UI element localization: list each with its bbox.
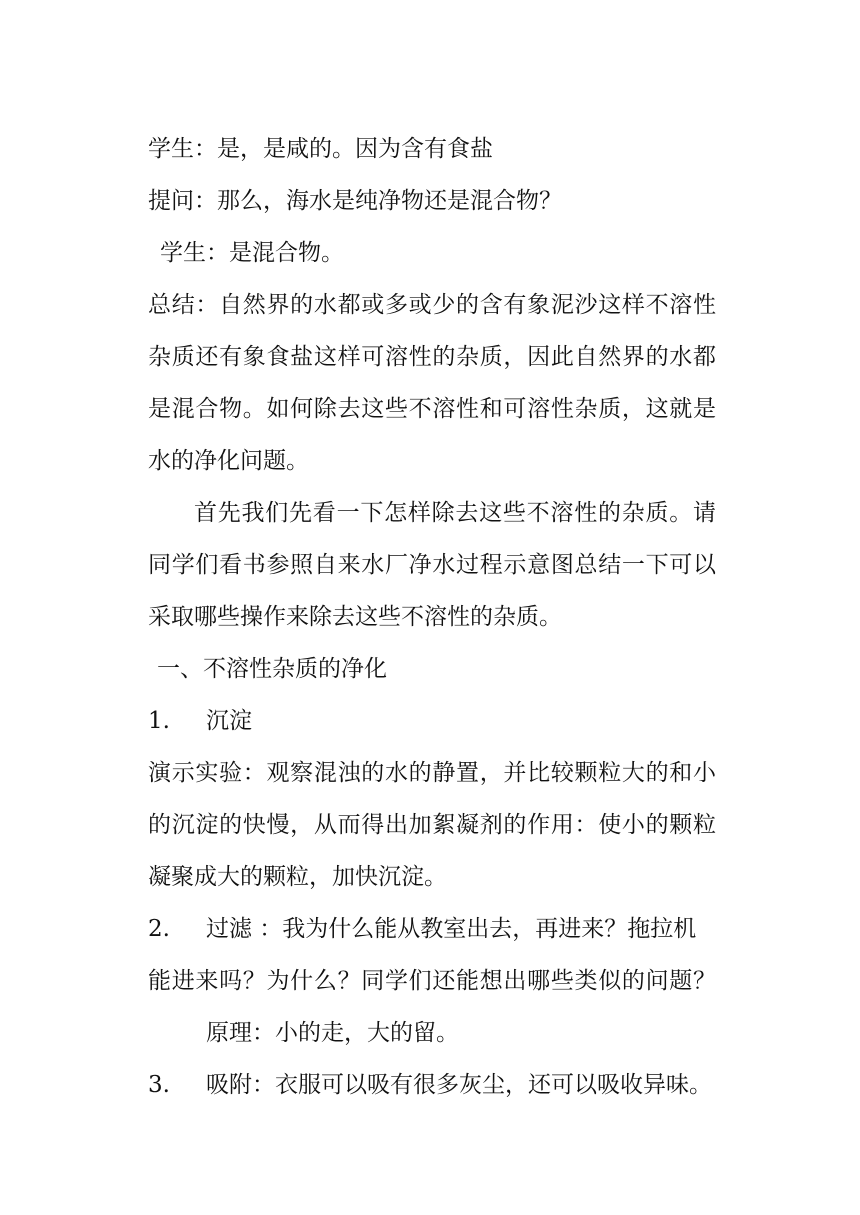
paragraph-line: 提问：那么，海水是纯净物还是混合物？ xyxy=(148,188,562,214)
numbered-item xyxy=(148,903,716,955)
paragraph-line: 能进来吗？为什么？同学们还能想出哪些类似的问题？ xyxy=(148,968,716,994)
paragraph-line: 学生：是混合物。 xyxy=(160,240,344,266)
numbered-item xyxy=(148,1059,716,1111)
item-number: 1. xyxy=(148,708,170,734)
paragraph-line: 总结：自然界的水都或多或少的含有象泥沙这样不溶性 xyxy=(148,292,716,318)
document-body xyxy=(148,123,716,1111)
item-text: 沉淀 xyxy=(206,708,252,734)
item-number: 3. xyxy=(148,1072,170,1098)
section-heading: 一、不溶性杂质的净化 xyxy=(157,656,387,682)
paragraph-line: 的沉淀的快慢，从而得出加絮凝剂的作用：使小的颗粒 xyxy=(148,812,716,838)
paragraph-line: 杂质还有象食盐这样可溶性的杂质，因此自然界的水都 xyxy=(148,344,716,370)
paragraph-line: 采取哪些操作来除去这些不溶性的杂质。 xyxy=(148,604,562,630)
item-text: 过滤 ：我为什么能从教室出去，再进来？拖拉机 xyxy=(206,916,697,942)
paragraph-line: 原理：小的走，大的留。 xyxy=(206,1020,459,1046)
paragraph-line: 是混合物。如何除去这些不溶性和可溶性杂质，这就是 xyxy=(148,396,716,422)
paragraph-line: 凝聚成大的颗粒，加快沉淀。 xyxy=(148,864,447,890)
paragraph-line: 演示实验：观察混浊的水的静置，并比较颗粒大的和小 xyxy=(148,760,716,786)
numbered-item xyxy=(148,695,716,747)
paragraph-line: 学生：是，是咸的。因为含有食盐 xyxy=(148,136,493,162)
paragraph-line: 首先我们先看一下怎样除去这些不溶性的杂质。请 xyxy=(194,500,716,526)
item-text: 吸附：衣服可以吸有很多灰尘，还可以吸收异味。 xyxy=(206,1072,712,1098)
paragraph-line: 同学们看书参照自来水厂净水过程示意图总结一下可以 xyxy=(148,552,716,578)
paragraph-line: 水的净化问题。 xyxy=(148,448,309,474)
item-number: 2. xyxy=(148,916,170,942)
